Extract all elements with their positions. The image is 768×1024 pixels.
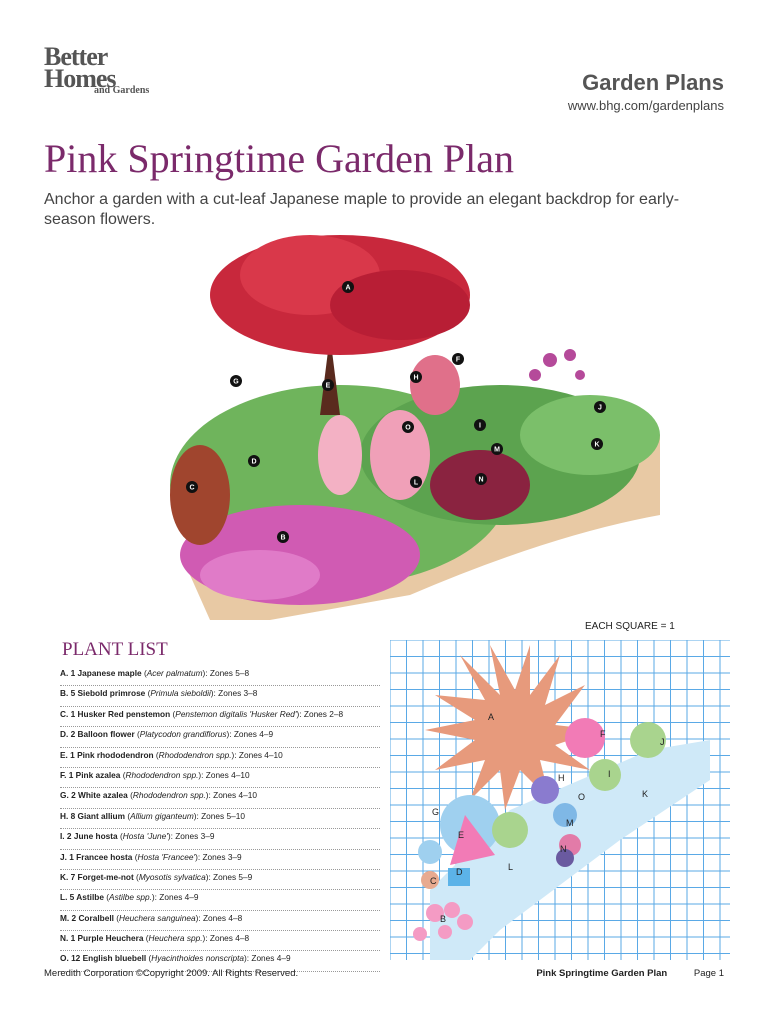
plant-latin: Platycodon grandiflorus <box>139 729 227 740</box>
plan-label-d: D <box>456 867 463 877</box>
plant-latin: Acer palmatum <box>146 668 203 678</box>
plant-list-item: G. 2 White azalea (Rhododendron spp.): Zones 4–10 <box>60 788 380 808</box>
svg-text:J: J <box>598 404 602 412</box>
illustration-marker-b <box>277 531 289 543</box>
plant-latin: Primula sieboldii <box>150 688 211 699</box>
plant-name: G. 2 White azalea <box>60 790 128 801</box>
plant-list-item: M. 2 Coralbell (Heuchera sanguinea): Zones 4–8 <box>60 911 380 931</box>
illustration-marker-e <box>322 379 334 391</box>
svg-text:I: I <box>479 422 481 430</box>
footer-right <box>536 968 724 979</box>
plant-list-item: O. 12 English bluebell (Hyacinthoides nonscripta): Zones 4–9 <box>60 951 380 971</box>
planting-plan <box>390 640 730 960</box>
plan-label-f: F <box>600 729 606 739</box>
footer-doc-title: Pink Springtime Garden Plan <box>536 968 668 979</box>
plan-label-o: O <box>578 792 586 802</box>
illustration-marker-c <box>186 481 198 493</box>
plant-list-item: C. 1 Husker Red penstemon (Penstemon digitalis 'Husker Red'): Zones 2–8 <box>60 707 380 727</box>
illustration-marker-a <box>342 281 354 293</box>
plant-latin: Myosotis sylvatica <box>138 871 206 882</box>
illustration-marker-k <box>591 438 603 450</box>
illustration-marker-l <box>410 476 422 488</box>
plant-name: H. 8 Giant allium <box>60 810 126 821</box>
svg-text:G: G <box>233 378 239 386</box>
header-url[interactable]: www.bhg.com/gardenplans <box>567 98 724 113</box>
plant-latin: Heuchera sanguinea <box>119 912 196 923</box>
plan-label-h: H <box>558 773 565 783</box>
intro-text: Anchor a garden with a cut-leaf Japanese maple to provide an elegant backdrop for early-season flowers. <box>44 191 680 228</box>
plant-name: O. 12 English bluebell <box>60 953 147 964</box>
plant-name: D. 2 Balloon flower <box>60 729 135 740</box>
plant-list-heading: PLANT LIST <box>62 639 168 660</box>
plant-name: N. 1 Purple Heuchera <box>60 933 144 944</box>
header <box>568 70 724 113</box>
scale-note: EACH SQUARE = 1 <box>585 621 675 632</box>
plant-latin: Rhododendron spp. <box>125 769 199 780</box>
plant-list-item: F. 1 Pink azalea (Rhododendron spp.): Zones 4–10 <box>60 768 380 788</box>
plan-label-g: G <box>432 807 440 817</box>
footer-page: Page 1 <box>693 968 724 979</box>
svg-text:N: N <box>478 476 484 484</box>
plant-list-item: B. 5 Siebold primrose (Primula sieboldii): Zones 3–8 <box>60 686 380 706</box>
svg-text:E: E <box>325 382 331 390</box>
plant-list-item: H. 8 Giant allium (Allium giganteum): Zones 5–10 <box>60 809 380 829</box>
plant-list-item: K. 7 Forget-me-not (Myosotis sylvatica): Zones 5–9 <box>60 870 380 890</box>
plant-name: I. 2 June hosta <box>60 831 118 842</box>
plan-label-b: B <box>440 914 447 924</box>
plan-label-l: L <box>508 862 514 872</box>
plant-latin: Penstemon digitalis 'Husker Red' <box>175 708 297 719</box>
illustration-marker-m <box>491 443 503 455</box>
svg-text:K: K <box>594 441 600 449</box>
logo-line-3: and Gardens <box>94 85 150 96</box>
illustration-marker-j <box>594 401 606 413</box>
plant-latin: Rhododendron spp. <box>158 749 232 760</box>
plant-name: J. 1 Francee hosta <box>60 851 133 862</box>
plan-label-k: K <box>642 789 649 799</box>
plant-list <box>60 666 380 972</box>
plant-name: F. 1 Pink azalea <box>60 769 121 780</box>
illustration-marker-i <box>474 419 486 431</box>
svg-text:H: H <box>413 374 419 382</box>
plant-list-item: E. 1 Pink rhododendron (Rhododendron spp.): Zones 4–10 <box>60 748 380 768</box>
svg-text:C: C <box>189 484 195 492</box>
plant-latin: Heuchera spp. <box>148 933 203 944</box>
illustration-marker-n <box>475 473 487 485</box>
svg-text:L: L <box>413 479 419 487</box>
plant-latin: Hyacinthoides nonscripta <box>151 953 244 964</box>
plant-latin: Allium giganteum <box>130 810 194 821</box>
plant-name: E. 1 Pink rhododendron <box>60 749 154 760</box>
illustration-marker-h <box>410 371 422 383</box>
plant-list-item: A. 1 Japanese maple (Acer palmatum): Zones 5–8 <box>60 666 380 686</box>
svg-text:B: B <box>280 534 286 542</box>
bhg-logo <box>44 44 184 98</box>
plan-label-c: C <box>430 876 437 886</box>
plant-name: K. 7 Forget-me-not <box>60 871 134 882</box>
illustration-marker-f <box>452 353 464 365</box>
svg-text:A: A <box>345 284 351 292</box>
illustration-marker-g <box>230 375 242 387</box>
svg-text:M: M <box>494 446 500 454</box>
plant-list-item: D. 2 Balloon flower (Platycodon grandiflorus): Zones 4–9 <box>60 727 380 747</box>
plant-name: C. 1 Husker Red penstemon <box>60 708 171 719</box>
page-title: Pink Springtime Garden Plan <box>44 136 514 181</box>
plant-name: M. 2 Coralbell <box>60 912 114 923</box>
plant-latin: Astilbe spp. <box>109 892 152 903</box>
illustration-marker-o <box>402 421 414 433</box>
plant-list-item: N. 1 Purple Heuchera (Heuchera spp.): Zones 4–8 <box>60 931 380 951</box>
plan-label-n: N <box>560 844 567 854</box>
logo-line-2: Homes <box>44 64 116 93</box>
illustration-marker-d <box>248 455 260 467</box>
plant-latin: Rhododendron spp. <box>132 790 206 801</box>
plan-label-a: A <box>488 712 495 722</box>
plant-name: B. 5 Siebold primrose <box>60 688 146 699</box>
plan-label-e: E <box>458 830 465 840</box>
svg-text:D: D <box>251 458 257 466</box>
logo-line-1: Better <box>44 42 108 71</box>
plan-label-i: I <box>608 769 611 779</box>
footer-copyright: Meredith Corporation ©Copyright 2009. All Rights Reserved. <box>44 968 299 979</box>
plant-name: L. 5 Astilbe <box>60 892 104 903</box>
plan-label-j: J <box>660 737 665 747</box>
svg-text:F: F <box>455 356 461 364</box>
plant-list-item: L. 5 Astilbe (Astilbe spp.): Zones 4–9 <box>60 890 380 910</box>
header-title: Garden Plans <box>582 70 724 95</box>
plant-latin: Hosta 'June' <box>122 831 168 842</box>
svg-text:O: O <box>405 424 411 432</box>
plan-label-m: M <box>566 818 574 828</box>
plant-list-item: I. 2 June hosta (Hosta 'June'): Zones 3–9 <box>60 829 380 849</box>
plant-list-item: J. 1 Francee hosta (Hosta 'Francee'): Zones 3–9 <box>60 850 380 870</box>
plant-name: A. 1 Japanese maple <box>60 668 142 678</box>
plant-latin: Hosta 'Francee' <box>137 851 196 862</box>
garden-illustration <box>150 215 660 620</box>
